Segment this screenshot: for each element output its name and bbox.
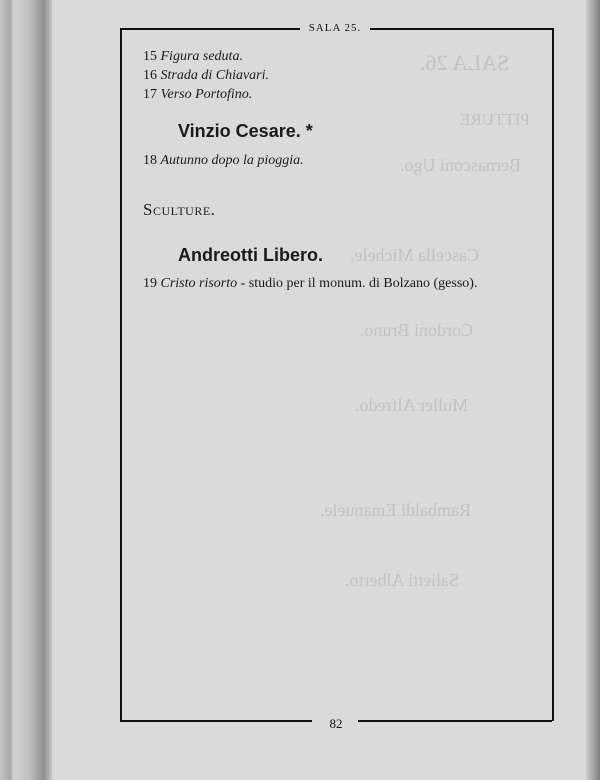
artist-heading: Vinzio Cesare. * xyxy=(178,121,313,141)
book-spine-edge xyxy=(0,0,52,780)
catalog-entry: 17 Verso Portofino. xyxy=(143,87,253,102)
catalog-entry: 18 Autunno dopo la pioggia. xyxy=(143,153,304,168)
bleed-through-text: Muller Alfredo. xyxy=(355,395,468,415)
page-header: SALA 25. xyxy=(308,22,362,34)
bleed-through-text: Salietti Alberto. xyxy=(345,570,459,590)
page-number: 82 xyxy=(329,716,343,731)
section-title: Sculture. xyxy=(143,200,216,219)
top-rule-right xyxy=(370,28,552,30)
bleed-through-text: Bernasconi Ugo. xyxy=(400,155,521,175)
bottom-rule-left xyxy=(120,720,312,722)
top-rule-left xyxy=(120,28,300,30)
catalog-entry: 19 Cristo risorto - studio per il monum. di Bolzano (gesso). xyxy=(143,276,478,291)
bleed-through-text: Rambaldi Emanuele. xyxy=(320,500,471,520)
bleed-through-text: Cordoni Bruno. xyxy=(360,320,474,340)
bleed-through-text: Cascella Michele. xyxy=(350,245,479,265)
artist-heading: Andreotti Libero. xyxy=(178,245,323,265)
page-shadow-edge xyxy=(586,0,600,780)
bleed-through-text: SALA 26. xyxy=(420,50,510,75)
bleed-through-text: PITTURE xyxy=(460,110,530,129)
catalog-entry: 15 Figura seduta. xyxy=(143,49,243,64)
catalog-entry: 16 Strada di Chiavari. xyxy=(143,68,270,83)
bottom-rule-right xyxy=(358,720,552,722)
